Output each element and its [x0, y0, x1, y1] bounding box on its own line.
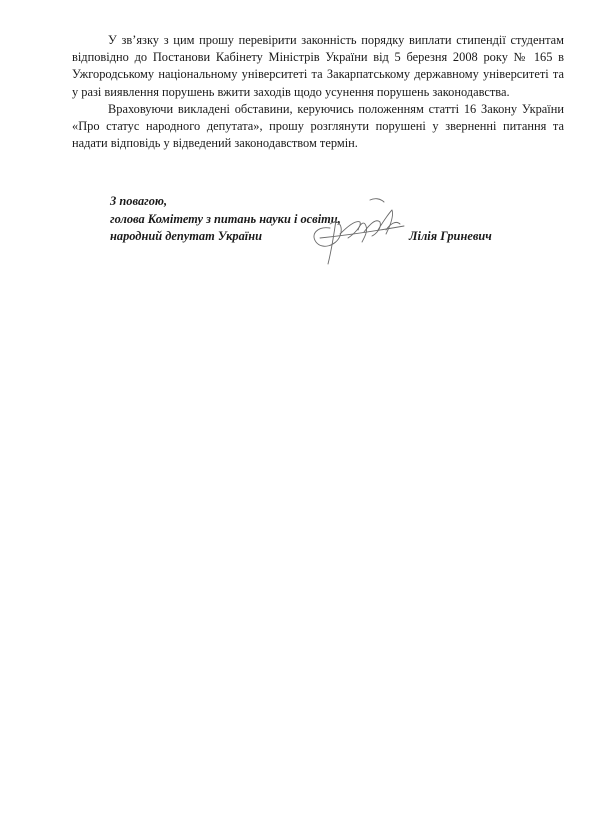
- letter-body: [72, 32, 564, 152]
- handwritten-signature: [300, 190, 420, 270]
- signer-name: Лілія Гриневич: [409, 229, 492, 243]
- closing-salutation: З повагою,: [110, 194, 168, 208]
- signer-position: голова Комітету з питань науки і освіти,: [110, 211, 341, 226]
- signer-title: народний депутат України: [110, 229, 263, 243]
- body-paragraph-1: У зв’язку з цим прошу перевірити законність порядку виплати стипендії студентам відповідно до Постанови Кабінету Міністрів України від 5 березня 2008 року № 165 в Ужгородському національному університеті та Закарпатському державному університеті та у разі виявлення порушень вжити заходів щодо усунення порушень законодавства.: [72, 33, 564, 99]
- body-paragraph-2: Враховуючи викладені обставини, керуючись положенням статті 16 Закону України «Про статус народного депутата», прошу розглянути порушені у зверненні питання та надати відповідь у відведений законодавством термін.: [72, 101, 564, 151]
